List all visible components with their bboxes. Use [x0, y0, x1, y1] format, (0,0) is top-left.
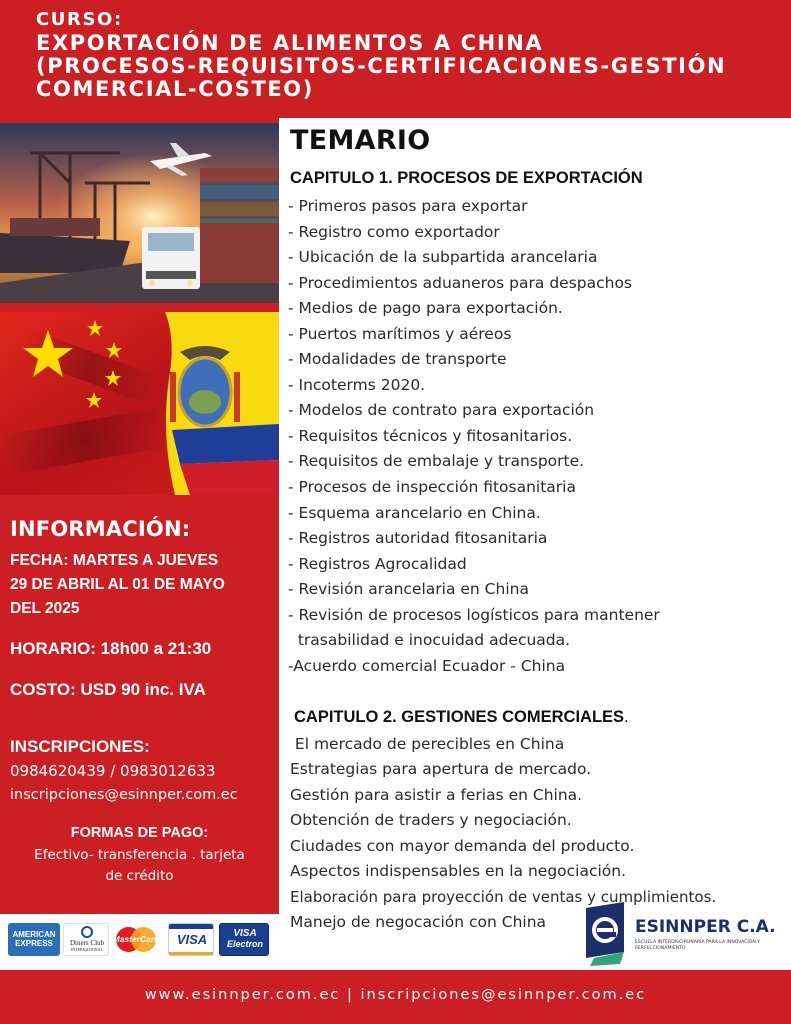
chapter-1-item: - Requisitos de embalaje y transporte.	[288, 452, 585, 470]
chapter-1-item: - Revisión arancelaria en China	[288, 580, 529, 598]
chapter-2-heading-text: CAPITULO 2. GESTIONES COMERCIALES	[294, 708, 625, 726]
flags-illustration	[0, 312, 279, 495]
visa-electron-card-icon	[219, 923, 269, 956]
info-title: INFORMACIÓN:	[10, 517, 191, 541]
chapter-1-item: - Esquema arancelario en China.	[288, 504, 541, 522]
payment-cards-strip	[0, 914, 279, 970]
logistics-photo	[0, 123, 279, 303]
logistics-illustration	[0, 123, 279, 303]
registration-email[interactable]: inscripciones@esinnper.com.ec	[10, 787, 238, 803]
payment-title: FORMAS DE PAGO:	[70, 825, 209, 841]
chapter-1-item: - Medios de pago para exportación.	[288, 299, 563, 317]
course-title-line-3: COMERCIAL-COSTEO)	[36, 77, 314, 101]
logo-subtitle: ESCUELA INTERDISCIPLINARIA PARA LA INNOVACIÓN Y PERFECCIONAMIENTO	[635, 940, 761, 951]
diners-label-1: Diners Club	[69, 939, 105, 947]
chapter-2-item: Ciudades con mayor demanda del producto.	[290, 837, 635, 855]
chapter-2-item: Elaboración para proyección de ventas y cumplimientos.	[290, 888, 717, 906]
syllabus-title: TEMARIO	[290, 125, 431, 156]
chapter-2-item: Gestión para asistir a ferias en China.	[290, 786, 583, 804]
chapter-1-item: - Modelos de contrato para exportación	[288, 401, 595, 419]
course-label: CURSO:	[36, 9, 123, 30]
registration-title: INSCRIPCIONES:	[10, 737, 150, 756]
amex-card-icon	[8, 923, 60, 956]
chapter-1-item: - Revisión de procesos logísticos para mantener	[288, 606, 660, 624]
date-line-3: DEL 2025	[10, 600, 80, 617]
chapter-2-heading-period: .	[624, 708, 629, 726]
chapter-2-item: Aspectos indispensables en la negociación.	[290, 862, 627, 880]
chapter-1-item: - Registro como exportador	[288, 223, 500, 241]
footer	[0, 970, 791, 1024]
chapter-2-item: El mercado de perecibles en China	[290, 735, 565, 753]
amex-label-1: AMERICAN	[12, 930, 56, 939]
footer-contact[interactable]: www.esinnper.com.ec | inscripciones@esinnper.com.ec	[144, 987, 647, 1003]
schedule-text: HORARIO: 18h00 a 21:30	[10, 639, 212, 658]
chapter-1-item: - Procedimientos aduaneros para despachos	[288, 274, 633, 292]
chapter-1-item: - Requisitos técnicos y fitosanitarios.	[288, 427, 573, 445]
esinnper-logo-mark-icon	[580, 900, 632, 966]
amex-label-2: EXPRESS	[15, 939, 53, 948]
chapter-1-item: - Modalidades de transporte	[288, 350, 507, 368]
chapter-1-item: - Procesos de inspección fitosanitaria	[288, 478, 576, 496]
chapter-1-item: - Incoterms 2020.	[288, 376, 426, 394]
mastercard-label: MasterCard	[112, 934, 160, 944]
registration-phones[interactable]: 0984620439 / 0983012633	[10, 762, 216, 780]
info-panel	[0, 495, 279, 970]
chapter-1-item: - Registros autoridad fitosanitaria	[288, 529, 548, 547]
logo-company-name: ESINNPER C.A.	[635, 917, 776, 937]
chapter-2-item: Manejo de negocación con China	[290, 913, 547, 931]
chapter-2-item: Obtención de traders y negociación.	[290, 811, 572, 829]
diners-card-icon	[63, 923, 109, 956]
diners-label-2: INTERNATIONAL	[71, 947, 103, 952]
chapter-1-item: - Puertos marítimos y aéreos	[288, 325, 512, 343]
course-title-line-1: EXPORTACIÓN DE ALIMENTOS A CHINA	[36, 31, 544, 55]
cost-text: COSTO: USD 90 inc. IVA	[10, 680, 206, 699]
chapter-2-heading	[294, 708, 629, 727]
payment-line-2: de crédito	[105, 868, 174, 884]
visa-card-icon	[168, 923, 214, 956]
date-line-2: 29 DE ABRIL AL 01 DE MAYO	[10, 576, 225, 593]
header-banner	[0, 0, 791, 118]
visa-electron-label-1: VISA	[233, 928, 257, 939]
visa-label: VISA	[176, 932, 208, 947]
chapter-1-item: - Primeros pasos para exportar	[288, 197, 528, 215]
mastercard-icon	[112, 923, 160, 956]
payment-line-1: Efectivo- transferencia . tarjeta	[34, 847, 245, 863]
chapter-2-item: Estrategias para apertura de mercado.	[290, 760, 592, 778]
chapter-1-item: trasabilidad e inocuidad adecuada.	[288, 631, 571, 649]
chapter-1-item: - Ubicación de la subpartida arancelaria	[288, 248, 598, 266]
course-title-line-2: (PROCESOS-REQUISITOS-CERTIFICACIONES-GESTIÓN	[36, 54, 727, 78]
esinnper-logo	[580, 900, 776, 966]
visa-electron-label-2: Electron	[226, 939, 263, 949]
chapter-1-heading: CAPITULO 1. PROCESOS DE EXPORTACIÓN	[290, 169, 643, 187]
chapter-1-item: -Acuerdo comercial Ecuador - China	[288, 657, 566, 675]
date-line-1: FECHA: MARTES A JUEVES	[10, 552, 219, 569]
chapter-1-item: - Registros Agrocalidad	[288, 555, 467, 573]
china-ecuador-flags-photo	[0, 312, 279, 495]
syllabus-panel	[279, 118, 791, 970]
